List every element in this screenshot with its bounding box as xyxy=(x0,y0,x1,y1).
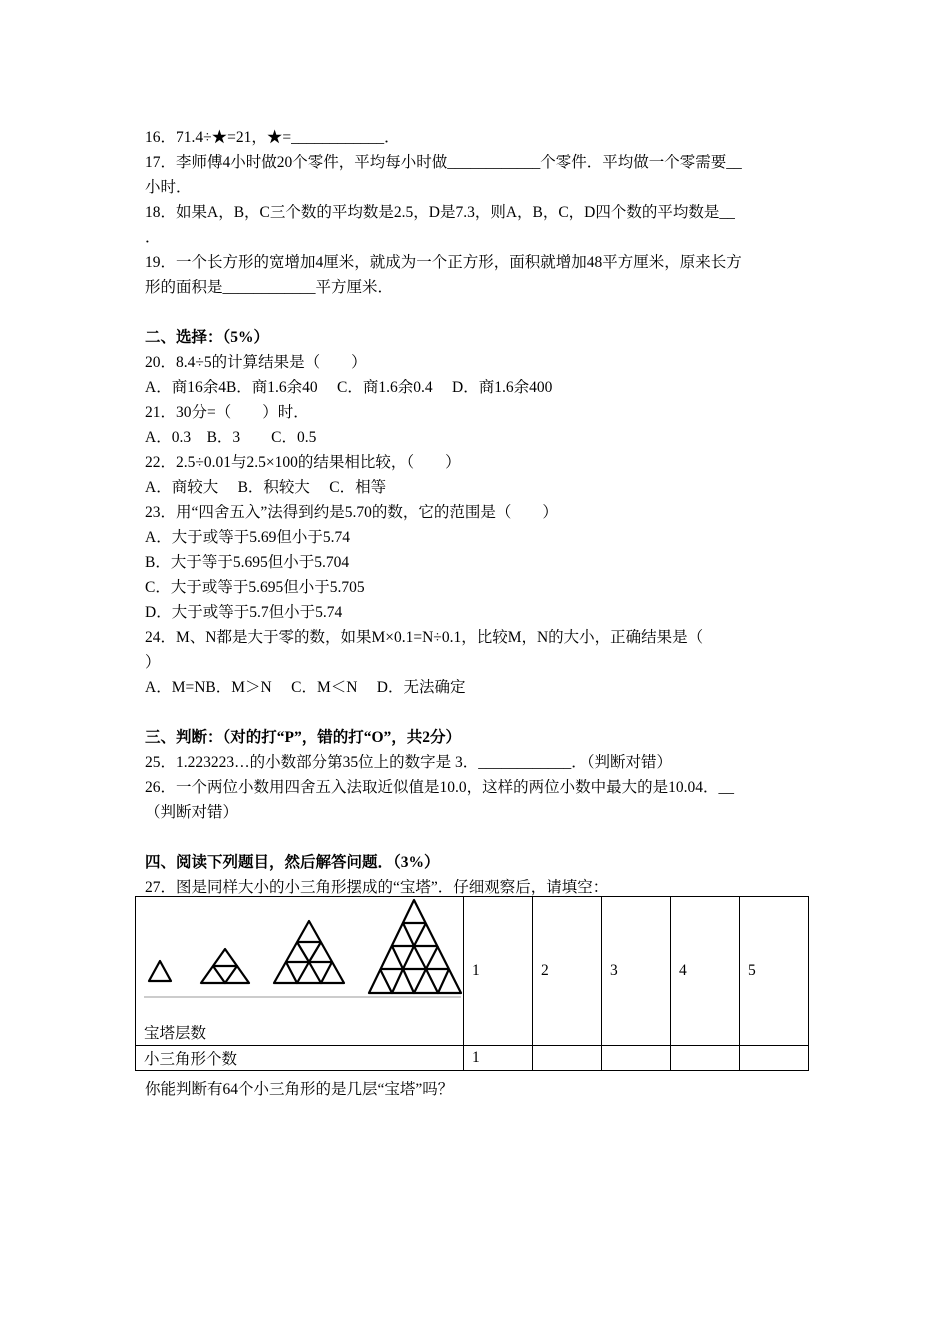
q27: 27．图是同样大小的小三角形摆成的“宝塔”．仔细观察后，请填空： xyxy=(145,879,609,896)
count-2[interactable] xyxy=(533,1046,602,1071)
section2-heading: 二、选择：（5%） xyxy=(145,329,270,346)
q16: 16．71.4÷★=21，★=____________． xyxy=(145,129,400,146)
layers-2: 2 xyxy=(533,897,602,1046)
q23-option-c: C．大于或等于5.695但小于5.705 xyxy=(145,579,365,596)
table-row xyxy=(136,1046,809,1071)
q23-option-b: B．大于等于5.695但小于5.704 xyxy=(145,554,350,571)
q24-line2: ） xyxy=(145,654,161,671)
count-3[interactable] xyxy=(602,1046,671,1071)
q23-option-d: D．大于或等于5.7但小于5.74 xyxy=(145,604,343,621)
q26-line1: 26．一个两位小数用四舍五入法取近似值是10.0，这样的两位小数中最大的是10.04．__ xyxy=(145,779,735,796)
q20: 20．8.4÷5的计算结果是（ ） xyxy=(145,354,367,371)
q23: 23．用“四舍五入”法得到约是5.70的数，它的范围是（ ） xyxy=(145,504,558,521)
pagoda-layers-label: 宝塔层数 xyxy=(144,1025,207,1042)
section3-heading: 三、判断：（对的打“P”，错的打“O”，共2分） xyxy=(145,729,462,746)
q24-line1: 24．M、N都是大于零的数，如果M×0.1=N÷0.1，比较M，N的大小，正确结果是（ xyxy=(145,629,704,646)
q26-line2: （判断对错） xyxy=(145,804,239,821)
q18-line1: 18．如果A，B，C三个数的平均数是2.5，D是7.3，则A，B，C，D四个数的平均数是__ xyxy=(145,204,735,221)
q21-options: A．0.3 B．3 C．0.5 xyxy=(145,429,317,446)
q27-followup: 你能判断有64个小三角形的是几层“宝塔”吗？ xyxy=(145,1081,454,1098)
triangle-count-label: 小三角形个数 xyxy=(136,1046,464,1071)
q23-option-a: A．大于或等于5.69但小于5.74 xyxy=(145,529,350,546)
pagoda-figure-cell xyxy=(136,897,464,1046)
q22-options: A．商较大 B．积较大 C．相等 xyxy=(145,479,387,496)
section4-heading: 四、阅读下列题目，然后解答问题．（3%） xyxy=(145,854,440,871)
q20-options: A．商16余4B．商1.6余40 C．商1.6余0.4 D．商1.6余400 xyxy=(145,379,553,396)
q19-line1: 19．一个长方形的宽增加4厘米，就成为一个正方形，面积就增加48平方厘米，原来长方 xyxy=(145,254,742,271)
q21: 21．30分=（ ）时． xyxy=(145,404,309,421)
q19-line2: 形的面积是____________平方厘米． xyxy=(145,279,394,296)
q17-line1: 17．李师傅4小时做20个零件，平均每小时做____________个零件．平均做一个零需要__ xyxy=(145,154,742,171)
layers-4: 4 xyxy=(671,897,740,1046)
layers-5: 5 xyxy=(740,897,809,1046)
q24-options: A．M=NB．M＞N C．M＜N D．无法确定 xyxy=(145,679,466,696)
count-4[interactable] xyxy=(671,1046,740,1071)
pagoda-table xyxy=(135,896,809,1071)
table-row xyxy=(136,897,809,1046)
q25: 25．1.223223…的小数部分第35位上的数字是 3．____________．（判断对错） xyxy=(145,754,673,771)
layers-1: 1 xyxy=(464,897,533,1046)
count-5[interactable] xyxy=(740,1046,809,1071)
q18-line2: ． xyxy=(145,229,161,246)
worksheet xyxy=(145,125,825,900)
layers-3: 3 xyxy=(602,897,671,1046)
q17-line2: 小时． xyxy=(145,179,192,196)
q22: 22．2.5÷0.01与2.5×100的结果相比较，（ ） xyxy=(145,454,461,471)
count-1: 1 xyxy=(464,1046,533,1071)
